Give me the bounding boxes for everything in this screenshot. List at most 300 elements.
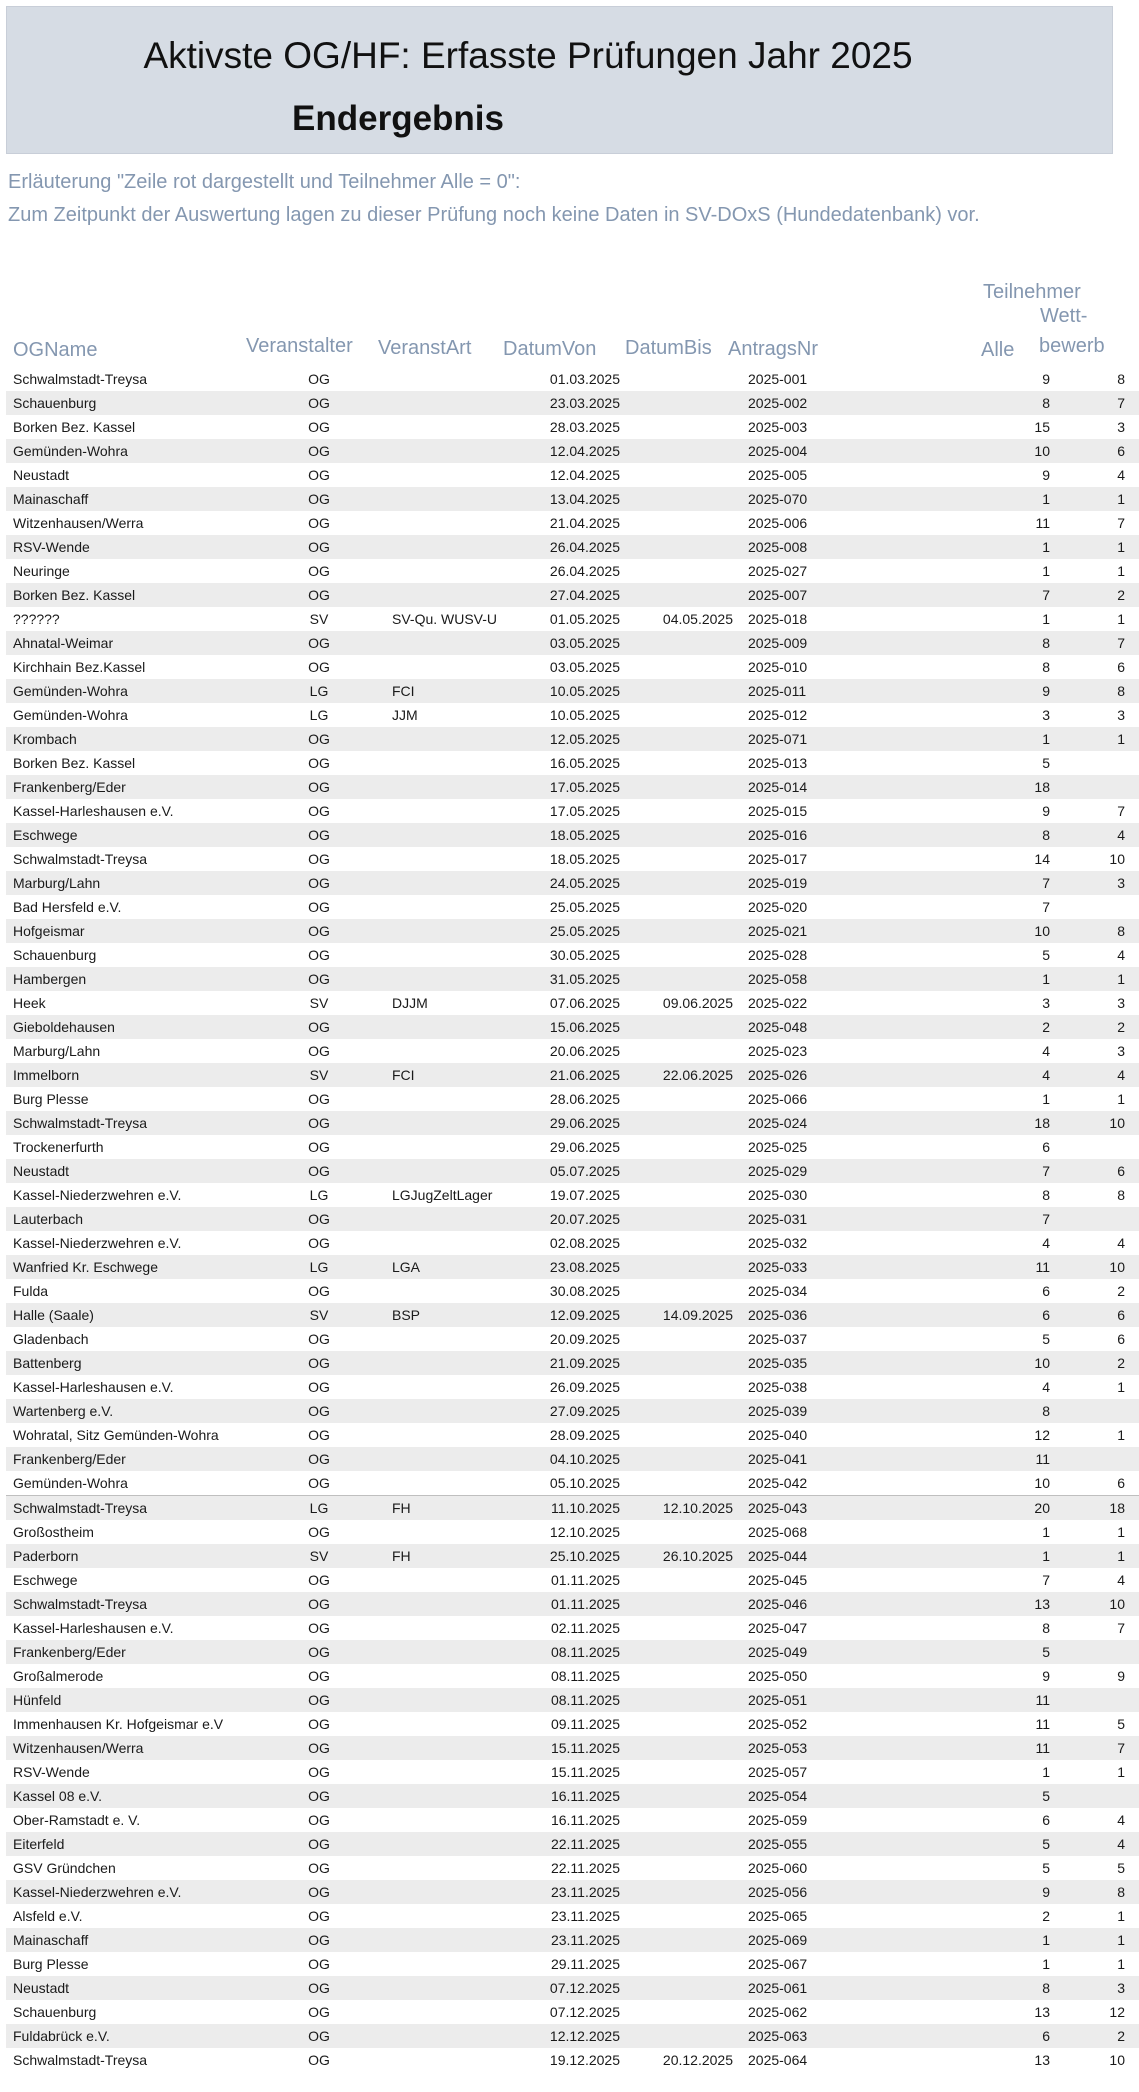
cell-datum-von: 29.11.2025 xyxy=(550,1956,620,1972)
cell-datum-bis xyxy=(620,967,733,991)
cell-datum-bis xyxy=(620,535,733,559)
cell-og-name: Fuldabrück e.V. xyxy=(6,2024,249,2048)
cell-veranstalter: OG xyxy=(308,1860,330,1876)
cell-datum-bis xyxy=(620,703,733,727)
table-row xyxy=(6,487,1139,511)
cell-datum-bis xyxy=(620,823,733,847)
table-row xyxy=(6,1808,1139,1832)
cell-og-name: RSV-Wende xyxy=(13,1764,90,1780)
cell-antrags-nr: 2025-061 xyxy=(733,1976,898,2000)
cell-antrags-nr: 2025-064 xyxy=(748,2052,808,2068)
cell-teilnehmer-alle: 13 xyxy=(1034,2052,1050,2068)
table-row xyxy=(6,655,1139,679)
cell-datum-von: 16.11.2025 xyxy=(550,1812,620,1828)
cell-og-name: Witzenhausen/Werra xyxy=(13,515,144,531)
cell-datum-von: 30.08.2025 xyxy=(549,1283,620,1299)
cell-datum-von: 28.09.2025 xyxy=(549,1427,620,1443)
cell-teilnehmer-alle: 5 xyxy=(1042,947,1050,963)
cell-teilnehmer-alle: 9 xyxy=(1042,803,1050,819)
cell-datum-von: 29.06.2025 xyxy=(549,1139,620,1155)
cell-antrags-nr: 2025-026 xyxy=(733,1063,898,1087)
cell-datum-bis xyxy=(620,1135,733,1159)
cell-teilnehmer-wettbewerb: 1 xyxy=(1050,535,1139,559)
cell-teilnehmer-wettbewerb: 4 xyxy=(1117,1812,1125,1828)
cell-datum-bis: 20.12.2025 xyxy=(662,2052,733,2068)
cell-teilnehmer-wettbewerb: 4 xyxy=(1050,1063,1139,1087)
cell-teilnehmer-wettbewerb xyxy=(1050,1640,1139,1664)
cell-veranst-art xyxy=(389,1640,517,1664)
cell-datum-von: 10.05.2025 xyxy=(517,679,620,703)
cell-datum-bis xyxy=(620,1880,733,1904)
cell-teilnehmer-alle: 11 xyxy=(1035,1716,1050,1732)
cell-datum-von: 25.10.2025 xyxy=(517,1544,620,1568)
cell-antrags-nr: 2025-038 xyxy=(748,1379,808,1395)
cell-datum-bis xyxy=(620,2024,733,2048)
cell-antrags-nr: 2025-006 xyxy=(748,515,808,531)
cell-veranst-art xyxy=(389,1039,517,1063)
cell-datum-bis xyxy=(620,1856,733,1880)
cell-datum-von: 21.06.2025 xyxy=(517,1063,620,1087)
cell-teilnehmer-wettbewerb: 6 xyxy=(1050,1303,1139,1327)
table-row xyxy=(6,1640,1139,1664)
cell-antrags-nr: 2025-028 xyxy=(748,947,808,963)
cell-teilnehmer-alle: 7 xyxy=(1042,1572,1050,1588)
cell-antrags-nr: 2025-012 xyxy=(748,707,808,723)
cell-antrags-nr: 2025-042 xyxy=(748,1475,808,1491)
cell-veranst-art: DJJM xyxy=(392,995,428,1011)
cell-datum-bis xyxy=(620,1688,733,1712)
cell-antrags-nr: 2025-053 xyxy=(733,1736,898,1760)
table-row xyxy=(6,1207,1139,1231)
table-row xyxy=(6,1736,1139,1760)
table-row xyxy=(6,367,1139,391)
cell-veranst-art xyxy=(389,1279,517,1303)
cell-og-name: Schwalmstadt-Treysa xyxy=(6,1496,249,1521)
cell-antrags-nr: 2025-001 xyxy=(748,371,808,387)
cell-datum-bis xyxy=(620,655,733,679)
cell-datum-von: 18.05.2025 xyxy=(549,851,620,867)
cell-veranst-art xyxy=(389,1207,517,1231)
cell-og-name: Schwalmstadt-Treysa xyxy=(6,1592,249,1616)
cell-teilnehmer-alle: 9 xyxy=(1042,371,1050,387)
cell-antrags-nr: 2025-065 xyxy=(748,1908,808,1924)
cell-teilnehmer-alle: 10 xyxy=(898,1351,1050,1375)
cell-teilnehmer-wettbewerb: 8 xyxy=(1117,371,1125,387)
cell-datum-von: 23.11.2025 xyxy=(517,1928,620,1952)
cell-teilnehmer-wettbewerb: 7 xyxy=(1117,515,1125,531)
cell-teilnehmer-wettbewerb: 10 xyxy=(1050,1111,1139,1135)
cell-teilnehmer-alle: 2 xyxy=(898,1015,1050,1039)
cell-teilnehmer-wettbewerb xyxy=(1050,1399,1139,1423)
cell-veranst-art xyxy=(389,1832,517,1856)
table-row xyxy=(6,1568,1139,1592)
cell-veranstalter: OG xyxy=(249,1688,389,1712)
cell-og-name: Hünfeld xyxy=(6,1688,249,1712)
cell-datum-von: 15.11.2025 xyxy=(517,1736,620,1760)
cell-datum-bis xyxy=(620,847,733,871)
cell-veranst-art xyxy=(389,535,517,559)
cell-veranstalter: OG xyxy=(249,1928,389,1952)
cell-datum-von: 09.11.2025 xyxy=(550,1716,620,1732)
cell-antrags-nr: 2025-034 xyxy=(748,1283,808,1299)
cell-antrags-nr: 2025-045 xyxy=(748,1572,808,1588)
cell-og-name: Lauterbach xyxy=(6,1207,249,1231)
cell-teilnehmer-alle: 9 xyxy=(1042,467,1050,483)
cell-veranst-art xyxy=(389,1568,517,1592)
cell-datum-bis xyxy=(620,1183,733,1207)
cell-datum-von: 27.04.2025 xyxy=(517,583,620,607)
cell-og-name: Gemünden-Wohra xyxy=(13,1475,128,1491)
cell-veranst-art xyxy=(389,727,517,751)
cell-datum-von: 26.09.2025 xyxy=(549,1379,620,1395)
cell-og-name: Gemünden-Wohra xyxy=(6,439,249,463)
table-row xyxy=(6,463,1139,487)
cell-veranstalter: OG xyxy=(249,439,389,463)
cell-antrags-nr: 2025-007 xyxy=(733,583,898,607)
cell-datum-von: 29.06.2025 xyxy=(517,1111,620,1135)
cell-datum-bis xyxy=(620,943,733,967)
cell-veranst-art xyxy=(389,1423,517,1447)
cell-veranstalter: OG xyxy=(308,563,330,579)
cell-veranst-art xyxy=(389,391,517,415)
cell-teilnehmer-wettbewerb: 12 xyxy=(1109,2004,1125,2020)
cell-teilnehmer-wettbewerb: 3 xyxy=(1117,419,1125,435)
cell-antrags-nr: 2025-036 xyxy=(733,1303,898,1327)
cell-antrags-nr: 2025-067 xyxy=(748,1956,808,1972)
cell-teilnehmer-alle: 7 xyxy=(898,1159,1050,1183)
cell-antrags-nr: 2025-048 xyxy=(733,1015,898,1039)
cell-teilnehmer-wettbewerb: 4 xyxy=(1117,947,1125,963)
cell-teilnehmer-wettbewerb: 1 xyxy=(1117,1427,1125,1443)
cell-og-name: Kassel-Niederzwehren e.V. xyxy=(13,1235,182,1251)
table-row xyxy=(6,775,1139,799)
cell-antrags-nr: 2025-018 xyxy=(748,611,808,627)
cell-datum-bis: 26.10.2025 xyxy=(620,1544,733,1568)
table-row xyxy=(6,751,1139,775)
cell-og-name: Fulda xyxy=(13,1283,49,1299)
cell-veranst-art xyxy=(389,631,517,655)
cell-teilnehmer-alle: 6 xyxy=(898,1303,1050,1327)
cell-datum-bis xyxy=(620,1447,733,1471)
cell-teilnehmer-alle: 11 xyxy=(898,1688,1050,1712)
cell-teilnehmer-alle: 1 xyxy=(1042,563,1050,579)
cell-teilnehmer-wettbewerb: 1 xyxy=(1117,611,1125,627)
cell-og-name: Schwalmstadt-Treysa xyxy=(13,851,148,867)
cell-veranst-art xyxy=(389,511,517,535)
cell-og-name: Wartenberg e.V. xyxy=(6,1399,249,1423)
cell-veranstalter: OG xyxy=(308,1572,330,1588)
cell-teilnehmer-alle: 5 xyxy=(898,1832,1050,1856)
cell-veranstalter: OG xyxy=(308,1956,330,1972)
cell-teilnehmer-alle: 8 xyxy=(1042,1620,1050,1636)
cell-teilnehmer-alle: 10 xyxy=(898,919,1050,943)
cell-teilnehmer-wettbewerb: 1 xyxy=(1050,487,1139,511)
cell-veranst-art xyxy=(389,943,517,967)
cell-teilnehmer-wettbewerb: 7 xyxy=(1050,1736,1139,1760)
cell-teilnehmer-alle: 4 xyxy=(1042,1043,1050,1059)
header-wett: Wett- xyxy=(1040,305,1088,327)
cell-og-name: Immenhausen Kr. Hofgeismar e.V xyxy=(13,1716,224,1732)
cell-teilnehmer-wettbewerb: 10 xyxy=(1050,1255,1139,1279)
cell-veranstalter: OG xyxy=(308,1812,330,1828)
cell-veranst-art xyxy=(389,439,517,463)
cell-veranstalter: LG xyxy=(309,707,329,723)
table-row xyxy=(6,1496,1139,1521)
cell-teilnehmer-alle: 1 xyxy=(898,967,1050,991)
cell-datum-von: 22.11.2025 xyxy=(550,1860,620,1876)
cell-veranst-art: SV-Qu. WUSV-U xyxy=(392,611,498,627)
cell-teilnehmer-wettbewerb: 3 xyxy=(1117,995,1125,1011)
cell-datum-von: 12.10.2025 xyxy=(549,1524,620,1540)
cell-veranst-art xyxy=(389,1351,517,1375)
cell-teilnehmer-wettbewerb: 8 xyxy=(1117,1187,1125,1203)
cell-antrags-nr: 2025-002 xyxy=(733,391,898,415)
cell-datum-bis xyxy=(620,1351,733,1375)
cell-veranst-art xyxy=(389,1880,517,1904)
cell-datum-bis xyxy=(620,511,733,535)
cell-datum-von: 15.06.2025 xyxy=(517,1015,620,1039)
cell-antrags-nr: 2025-029 xyxy=(733,1159,898,1183)
cell-veranstalter: OG xyxy=(308,755,330,771)
cell-datum-bis xyxy=(620,1952,733,1976)
cell-datum-von: 12.09.2025 xyxy=(517,1303,620,1327)
cell-veranstalter: OG xyxy=(308,1235,330,1251)
cell-veranst-art xyxy=(389,799,517,823)
cell-og-name: Krombach xyxy=(6,727,249,751)
cell-datum-von: 12.12.2025 xyxy=(517,2024,620,2048)
cell-veranst-art xyxy=(389,1760,517,1784)
cell-antrags-nr: 2025-013 xyxy=(748,755,808,771)
cell-datum-bis xyxy=(620,1279,733,1303)
cell-teilnehmer-alle: 5 xyxy=(1042,1331,1050,1347)
cell-teilnehmer-wettbewerb: 1 xyxy=(1117,1379,1125,1395)
cell-datum-bis xyxy=(620,1976,733,2000)
cell-teilnehmer-alle: 1 xyxy=(898,727,1050,751)
cell-teilnehmer-alle: 4 xyxy=(1042,1235,1050,1251)
cell-veranst-art xyxy=(389,1952,517,1976)
cell-datum-bis xyxy=(620,919,733,943)
cell-veranst-art: JJM xyxy=(392,707,418,723)
cell-og-name: Kassel 08 e.V. xyxy=(6,1784,249,1808)
cell-teilnehmer-alle: 5 xyxy=(1042,1860,1050,1876)
cell-datum-bis xyxy=(620,559,733,583)
cell-veranstalter: SV xyxy=(249,1544,389,1568)
cell-veranstalter: OG xyxy=(308,1908,330,1924)
cell-antrags-nr: 2025-050 xyxy=(748,1668,808,1684)
cell-teilnehmer-wettbewerb: 1 xyxy=(1050,1928,1139,1952)
cell-datum-bis xyxy=(620,1111,733,1135)
cell-veranstalter: OG xyxy=(308,419,330,435)
report-page xyxy=(6,6,1125,2072)
results-table xyxy=(6,367,1139,2072)
cell-datum-von: 08.11.2025 xyxy=(550,1668,620,1684)
cell-og-name: Burg Plesse xyxy=(13,1956,89,1972)
cell-veranstalter: OG xyxy=(249,871,389,895)
table-row xyxy=(6,727,1139,751)
cell-veranst-art xyxy=(389,1784,517,1808)
cell-veranst-art xyxy=(389,967,517,991)
cell-datum-bis xyxy=(620,1568,733,1592)
cell-datum-bis xyxy=(620,1784,733,1808)
cell-teilnehmer-wettbewerb: 2 xyxy=(1050,583,1139,607)
cell-teilnehmer-alle: 11 xyxy=(1035,515,1050,531)
cell-datum-bis xyxy=(620,631,733,655)
table-row xyxy=(6,1880,1139,1904)
cell-veranst-art: FH xyxy=(389,1496,517,1521)
cell-antrags-nr: 2025-040 xyxy=(748,1427,808,1443)
cell-og-name: Schauenburg xyxy=(13,947,97,963)
explanation-line-2: Zum Zeitpunkt der Auswertung lagen zu dieser Prüfung noch keine Daten in SV-DOxS (Hundedatenbank) vor. xyxy=(8,204,980,226)
cell-datum-bis xyxy=(620,1808,733,1832)
cell-teilnehmer-wettbewerb xyxy=(1050,1135,1139,1159)
cell-datum-von: 10.05.2025 xyxy=(549,707,620,723)
cell-teilnehmer-alle: 2 xyxy=(1042,1908,1050,1924)
cell-og-name: Immelborn xyxy=(6,1063,249,1087)
cell-antrags-nr: 2025-011 xyxy=(733,679,898,703)
cell-teilnehmer-alle: 13 xyxy=(1034,2004,1050,2020)
cell-datum-von: 01.11.2025 xyxy=(550,1572,620,1588)
cell-teilnehmer-alle: 8 xyxy=(898,391,1050,415)
table-row xyxy=(6,1976,1139,2000)
cell-datum-bis xyxy=(620,1760,733,1784)
cell-veranst-art xyxy=(389,367,517,391)
cell-teilnehmer-alle: 14 xyxy=(1034,851,1050,867)
header-ogname: OGName xyxy=(13,339,98,361)
cell-teilnehmer-alle: 1 xyxy=(1042,1524,1050,1540)
cell-teilnehmer-alle: 18 xyxy=(898,1111,1050,1135)
cell-teilnehmer-wettbewerb: 1 xyxy=(1050,727,1139,751)
table-row xyxy=(6,583,1139,607)
cell-teilnehmer-wettbewerb: 9 xyxy=(1117,1668,1125,1684)
cell-teilnehmer-wettbewerb: 4 xyxy=(1117,1235,1125,1251)
cell-teilnehmer-alle: 5 xyxy=(898,1784,1050,1808)
cell-og-name: Frankenberg/Eder xyxy=(6,1447,249,1471)
cell-veranstalter: OG xyxy=(249,1399,389,1423)
cell-antrags-nr: 2025-069 xyxy=(733,1928,898,1952)
cell-datum-bis xyxy=(620,1015,733,1039)
table-row xyxy=(6,1159,1139,1183)
cell-datum-bis xyxy=(620,1592,733,1616)
cell-og-name: Borken Bez. Kassel xyxy=(13,419,136,435)
table-row xyxy=(6,511,1139,535)
cell-teilnehmer-wettbewerb: 2 xyxy=(1050,1015,1139,1039)
cell-datum-von: 23.11.2025 xyxy=(550,1908,620,1924)
cell-teilnehmer-alle: 6 xyxy=(1042,1283,1050,1299)
cell-veranst-art xyxy=(389,559,517,583)
cell-datum-bis xyxy=(620,679,733,703)
cell-datum-bis: 12.10.2025 xyxy=(620,1496,733,1521)
cell-veranstalter: OG xyxy=(308,2052,330,2068)
cell-veranst-art xyxy=(389,1087,517,1111)
cell-teilnehmer-alle: 1 xyxy=(1042,1956,1050,1972)
cell-teilnehmer-wettbewerb: 3 xyxy=(1117,707,1125,723)
cell-veranstalter: OG xyxy=(249,1159,389,1183)
cell-veranstalter: OG xyxy=(308,1524,330,1540)
table-row xyxy=(6,1231,1139,1255)
cell-teilnehmer-alle: 11 xyxy=(898,1736,1050,1760)
cell-antrags-nr: 2025-014 xyxy=(733,775,898,799)
cell-teilnehmer-alle: 10 xyxy=(898,439,1050,463)
cell-teilnehmer-wettbewerb: 4 xyxy=(1117,467,1125,483)
cell-datum-bis xyxy=(620,487,733,511)
cell-veranst-art xyxy=(389,1015,517,1039)
cell-veranstalter: LG xyxy=(249,1255,389,1279)
cell-teilnehmer-alle: 3 xyxy=(1042,995,1050,1011)
cell-datum-von: 15.11.2025 xyxy=(550,1764,620,1780)
cell-teilnehmer-alle: 12 xyxy=(1034,1427,1050,1443)
cell-og-name: Kassel-Niederzwehren e.V. xyxy=(13,1187,182,1203)
cell-veranstalter: OG xyxy=(249,2024,389,2048)
cell-veranstalter: OG xyxy=(249,1351,389,1375)
cell-teilnehmer-alle: 8 xyxy=(898,1976,1050,2000)
cell-datum-bis xyxy=(620,1832,733,1856)
cell-veranstalter: OG xyxy=(249,631,389,655)
cell-og-name: Halle (Saale) xyxy=(6,1303,249,1327)
cell-antrags-nr: 2025-068 xyxy=(748,1524,808,1540)
cell-teilnehmer-wettbewerb: 6 xyxy=(1117,1475,1125,1491)
table-row xyxy=(6,1904,1139,1928)
cell-datum-bis xyxy=(620,1231,733,1255)
cell-antrags-nr: 2025-020 xyxy=(748,899,808,915)
cell-veranstalter: OG xyxy=(308,899,330,915)
cell-veranstalter: OG xyxy=(249,727,389,751)
cell-antrags-nr: 2025-047 xyxy=(748,1620,808,1636)
cell-datum-von: 17.05.2025 xyxy=(517,775,620,799)
cell-antrags-nr: 2025-010 xyxy=(748,659,808,675)
cell-datum-von: 07.12.2025 xyxy=(549,2004,620,2020)
cell-teilnehmer-wettbewerb xyxy=(1050,775,1139,799)
cell-veranstalter: OG xyxy=(308,1283,330,1299)
cell-datum-bis xyxy=(620,1471,733,1496)
cell-teilnehmer-wettbewerb: 2 xyxy=(1117,1283,1125,1299)
cell-datum-von: 01.03.2025 xyxy=(549,371,620,387)
cell-veranstalter: OG xyxy=(308,1475,330,1491)
cell-datum-von: 21.04.2025 xyxy=(549,515,620,531)
cell-og-name: Kassel-Niederzwehren e.V. xyxy=(6,1880,249,1904)
cell-teilnehmer-wettbewerb: 7 xyxy=(1117,1620,1125,1636)
cell-og-name: Battenberg xyxy=(6,1351,249,1375)
cell-veranstalter: SV xyxy=(249,1303,389,1327)
cell-og-name: Eiterfeld xyxy=(6,1832,249,1856)
cell-datum-von: 26.04.2025 xyxy=(517,535,620,559)
cell-veranst-art xyxy=(389,2000,517,2024)
cell-antrags-nr: 2025-066 xyxy=(748,1091,808,1107)
cell-og-name: Kassel-Harleshausen e.V. xyxy=(13,1620,174,1636)
cell-datum-von: 03.05.2025 xyxy=(517,631,620,655)
cell-teilnehmer-alle: 4 xyxy=(898,1063,1050,1087)
cell-veranstalter: OG xyxy=(249,823,389,847)
cell-veranst-art xyxy=(389,919,517,943)
cell-teilnehmer-wettbewerb: 4 xyxy=(1050,1832,1139,1856)
table-row xyxy=(6,559,1139,583)
cell-veranst-art xyxy=(389,1375,517,1399)
cell-datum-von: 02.08.2025 xyxy=(549,1235,620,1251)
cell-veranstalter: SV xyxy=(249,1063,389,1087)
cell-veranst-art xyxy=(389,847,517,871)
cell-veranstalter: OG xyxy=(249,1976,389,2000)
cell-datum-bis xyxy=(620,1327,733,1351)
cell-veranstalter: OG xyxy=(308,1331,330,1347)
cell-teilnehmer-alle: 8 xyxy=(1042,659,1050,675)
table-row xyxy=(6,799,1139,823)
cell-veranstalter: OG xyxy=(308,947,330,963)
cell-antrags-nr: 2025-015 xyxy=(748,803,808,819)
table-row xyxy=(6,1399,1139,1423)
cell-teilnehmer-alle: 7 xyxy=(898,871,1050,895)
cell-datum-von: 22.11.2025 xyxy=(517,1832,620,1856)
cell-datum-bis xyxy=(620,1640,733,1664)
table-row xyxy=(6,2048,1139,2072)
